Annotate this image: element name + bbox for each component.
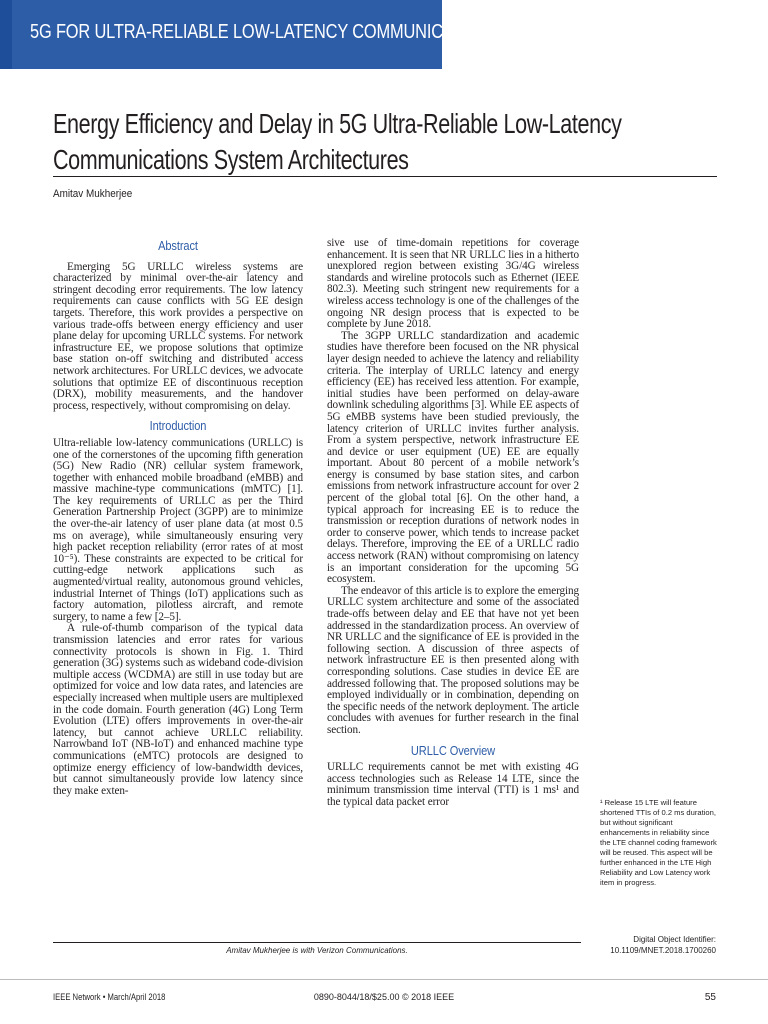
body-paragraph-2: The 3GPP URLLC standardization and academic studies have therefore been focused on the NR physical layer design needed to achieve the latency and reliability criteria. The interplay of URLLC latency and energy efficiency (EE) has received less attention. For example, initial studies have been performed on delay-aware downlink scheduling algorithms [3]. While EE aspects of 5G eMBB systems have been studied previously, the latency criterion of URLLC invites further analysis. From a system perspective, network infrastructure EE and device or user equipment (UE) EE are equally important. About 80 percent of a mobile network’s energy is consumed by base station sites, and carbon emissions from network infrastructure account for over 2 percent of the global total [6]. On the other hand, a typical approach for increasing EE is to reduce the transmission or reception durations of network nodes in order to conserve power, which tends to increase packet delays. Therefore, improving the EE of a URLLC radio access network (RAN) without compromising on latency is an important consideration for the upcoming 5G ecosystem.: [327, 329, 579, 586]
author-name: Amitav Mukherjee: [53, 188, 133, 200]
footnote: ¹ Release 15 LTE will feature shortened TTIs of 0.2 ms duration, but without significant enhancements in reliability since the LTE channel coding framework will be reused. This aspect will be further enhanced in the LTE High Reliability and Low Latency work item in progress.: [600, 798, 717, 887]
intro-paragraph-2: A rule-of-thumb comparison of the typical data transmission latencies and error rates for various connectivity protocols is shown in Fig. 1. Third generation (3G) systems such as wideband code-division multiple access (WCDMA) are still in use today but are optimized for voice and low data rates, and latencies are especially increased when multiple users are multiplexed in the code domain. Fourth generation (4G) Long Term Evolution (LTE) offers improvements in over-the-air latency, but cannot achieve URLLC reliability. Narrowband IoT (NB-IoT) and enhanced machine type communications (eMTC) protocols are designed to optimize energy efficiency of low-bandwidth devices, but cannot simultaneously provide low latency since they make exten-: [53, 622, 303, 797]
introduction-heading: Introduction: [149, 418, 207, 434]
body-paragraph-1: sive use of time-domain repetitions for coverage enhancement. It is seen that NR URLLC lies in a hitherto unexplored region between existing 3G/4G wireless standards and wireline protocols such as Ethernet (IEEE 802.3). Meeting such stringent new requirements for a wireless access technology is one of the challenges of the ongoing NR design process that is expected to be complete by June 2018.: [327, 237, 579, 331]
affiliation-rule: [53, 942, 581, 943]
abstract-heading: Abstract: [158, 238, 198, 253]
footer-journal: IEEE Network • March/April 2018: [53, 992, 166, 1002]
banner-title: 5G FOR ULTRA-RELIABLE LOW-LATENCY COMMUNICATIONS: [30, 21, 502, 43]
footer-copyright: 0890-8044/18/$25.00 © 2018 IEEE: [313, 992, 455, 1002]
banner-stripe: [0, 0, 12, 69]
abstract-text: Emerging 5G URLLC wireless systems are characterized by minimal over-the-air latency and stringent decoding error requirements. The low latency requirements can cause conflicts with 5G EE design targets. Therefore, this work provides a perspective on various trade-offs between energy efficiency and user plane delay for upcoming URLLC systems. For network infrastructure EE, we propose solutions that optimize base station on-off switching and distributed access network architectures. For URLLC devices, we advocate solutions that optimize EE of discontinuous reception (DRX), mobility measurements, and the handover process, respectively, without compromising on delay.: [53, 260, 303, 412]
title-rule: [53, 176, 717, 177]
article-title: Energy Efficiency and Delay in 5G Ultra-Reliable Low-Latency Communications System Architectures: [53, 108, 622, 175]
page-number: 55: [704, 992, 716, 1003]
left-column: [53, 240, 303, 797]
right-column: [327, 238, 579, 809]
urllc-overview-text: URLLC requirements cannot be met with existing 4G access technologies such as Release 14 LTE, since the minimum transmission time interval (TTI) is 1 ms¹ and the typical data packet error: [327, 761, 579, 808]
author-affiliation: Amitav Mukherjee is with Verizon Communications.: [226, 946, 408, 955]
doi-value: 10.1109/MNET.2018.1700260: [610, 946, 716, 955]
doi-label: Digital Object Identifier:: [633, 935, 716, 944]
intro-paragraph-1: Ultra-reliable low-latency communications (URLLC) is one of the cornerstones of the upcoming fifth generation (5G) New Radio (NR) cellular system framework, together with enhanced mobile broadband (eMBB) and massive machine-type communications (mMTC) [1]. The key requirements of URLLC as per the Third Generation Partnership Project (3GPP) are to minimize the over-the-air latency of user plane data (at most 0.5 ms on average), while simultaneously ensuring very high packet reception reliability (error rates of at most 10⁻⁵). These constraints are expected to be critical for cutting-edge network applications such as augmented/virtual reality, autonomous ground vehicles, industrial Internet of Things (IoT) applications such as factory automation, pilotless aircraft, and remote surgery, to name a few [2–5].: [53, 436, 303, 623]
urllc-overview-heading: URLLC Overview: [410, 742, 496, 758]
section-banner: [0, 0, 502, 69]
footer-rule: [0, 979, 768, 980]
body-paragraph-3: The endeavor of this article is to explore the emerging URLLC system architecture and some of the associated trade-offs between delay and EE that have not yet been addressed in the standardization process. An overview of NR URLLC and the significance of EE is provided in the following section. A discussion of three aspects of network infrastructure EE is then presented along with corresponding solutions. Case studies in device EE are addressed following that. The proposed solutions may be employed individually or in combination, depending on the specific needs of the network deployment. The article concludes with avenues for further research in the final section.: [327, 584, 579, 736]
doi-block: [610, 934, 716, 956]
